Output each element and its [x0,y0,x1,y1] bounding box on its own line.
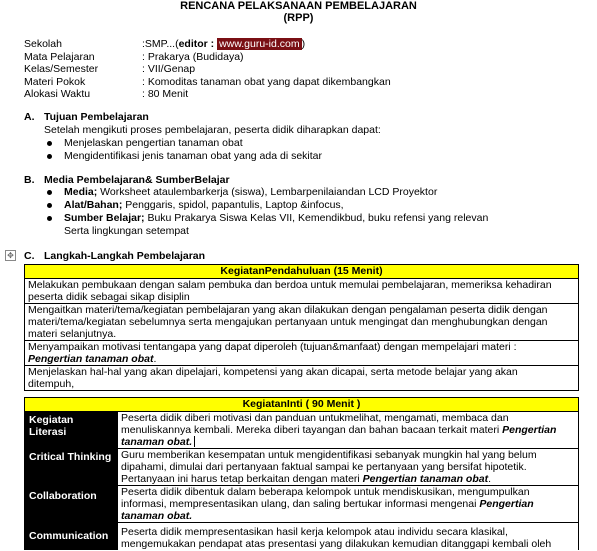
list-item [46,199,488,212]
editor-label: editor : [178,38,218,50]
emphasis-text: Pengertian tanaman obat [362,473,489,485]
section-title: Media Pembelajaran& SumberBelajar [44,174,230,186]
row-text: . [488,473,492,485]
row-text: materi selanjutnya. [28,328,117,340]
table-row [24,486,579,523]
row-text: ditempuh, [28,378,75,390]
label-text: Critical Thinking [29,451,112,463]
list-item: Menjelaskan pengertian tanaman obat [46,137,322,150]
emphasis-text: Pengertian [502,424,557,436]
item-text: Penggaris, spidol, papantulis, Laptop &infocus, [122,199,344,211]
item-label: Alat/Bahan; [64,199,123,211]
doc-subtitle: (RPP) [283,12,314,24]
doc-title: RENCANA PELAKSANAAN PEMBELAJARAN [180,0,417,12]
label-text: Literasi [29,426,67,438]
row-text: Peserta didik dibentuk dalam beberapa kelompok untuk mendiskusikan, mengumpulkan [121,486,530,498]
row-text [28,353,575,365]
item-text: Worksheet ataulembarkerja (siswa), Lembarpenilaiandan LCD Proyektor [97,186,438,198]
row-text: Pertanyaan ini harus tetap berkaitan dengan materi [121,473,363,485]
move-table-icon[interactable]: ✥ [5,250,16,261]
table-row [24,304,579,341]
row-text [121,510,575,522]
info-label: Sekolah [24,38,62,50]
section-number: B. [24,174,35,186]
school-prefix: :SMP...( [142,38,179,50]
row-text: Peserta didik diberi motivasi dan panduan untukmelihat, mengamati, membaca dan [121,412,509,424]
row-text: Menyampaikan motivasi tentangapa yang dapat diperoleh (tujuan&manfaat) dengan mempelajari materi : [28,341,517,353]
row-text [121,424,575,436]
emphasis-text: tanaman obat. [121,510,193,522]
row-text: materi/tema/kegiatan sebelumnya serta mengajukan pertanyaan untuk mengingat dan menghubungkan dengan [28,316,548,328]
info-value: : VII/Genap [142,63,196,75]
item-label: Media; [64,186,98,198]
row-text: dipahami, dimulai dari pertanyaan faktual sampai ke pertanyaan yang bersifat hipotetik. [121,461,527,473]
table-row [24,279,579,304]
info-label: Mata Pelajaran [24,50,95,63]
emphasis-text: Pengertian tanaman obat [28,353,154,365]
info-value: : 80 Menit [142,88,189,100]
label-text: Communication [29,530,109,542]
school-suffix: ) [301,38,306,50]
list-item [46,186,488,199]
row-content [118,412,578,449]
row-text [121,436,575,448]
section-b-heading [24,174,230,186]
section-c-heading [24,250,205,262]
row-text: Mengaitkan materi/tema/kegiatan pembelajaran yang akan dilakukan dengan pengalaman peserta didik dengan [28,304,548,316]
item-text: Buku Prakarya Siswa Kelas VII, Kemendikbud, buku refensi yang relevan [144,212,489,224]
row-content [118,449,578,486]
info-label: Alokasi Waktu [24,88,91,100]
table-row [24,449,579,486]
row-text: Menjelaskan hal-hal yang akan dipelajari, kompetensi yang akan dicapai, serta metode belajar yang akan [28,366,518,378]
section-b-bullets [46,186,488,225]
section-a-intro: Setelah mengikuti proses pembelajaran, peserta didik diharapkan dapat: [44,124,381,136]
row-label [25,486,118,523]
section-title: Langkah-Langkah Pembelajaran [44,250,206,262]
row-text: informasi, mempresentasikan ulang, dan saling bertukar informasi mengenai [121,498,480,510]
info-value: : Komoditas tanaman obat yang dapat dikembangkan [142,75,391,88]
editor-url-link[interactable]: www.guru-id.com [219,38,300,50]
list-item [46,212,488,225]
table-row [24,523,579,550]
row-text [121,498,575,510]
section-title: Tujuan Pembelajaran [44,111,149,123]
label-text: Collaboration [29,490,97,502]
row-text: peserta didik sebagai sikap disiplin [28,291,190,303]
core-header: KegiatanInti ( 90 Menit ) [24,397,579,412]
row-text: menuliskannya kembali. Mereka diberi tayangan dan bahan bacaan terkait materi [121,424,503,436]
row-label [25,449,118,486]
item-label: Sumber Belajar; [64,212,145,224]
table-row [24,412,579,449]
table-row [24,341,579,366]
section-a-bullets [46,137,322,163]
text-cursor [194,436,195,447]
row-text: mengemukakan pendapat atas presentasi yang dilakukan kemudian ditanggapi kembali oleh [121,538,552,550]
row-content [118,523,578,550]
info-label: Materi Pokok [24,75,86,88]
row-text: Peserta didik mempresentasikan hasil kerja kelompok atau individu secara klasikal, [121,526,508,538]
row-label [25,412,118,449]
list-item: Mengidentifikasi jenis tanaman obat yang ada di sekitar [46,150,322,163]
section-number: A. [24,111,35,123]
table-row [24,366,579,391]
section-number: C. [24,250,35,262]
row-text: Melakukan pembukaan dengan salam pembuka dan berdoa untuk memulai pembelajaran, memeriksa kehadiran [28,279,552,291]
emphasis-text: Pengertian [479,498,534,510]
label-text: Kegiatan [29,414,74,426]
row-text: . [153,353,157,365]
row-content [118,486,578,523]
row-text: Guru memberikan kesempatan untuk mengidentifikasi sebanyak mungkin hal yang belum [121,449,537,461]
row-label [25,523,118,550]
row-text [121,473,575,485]
intro-header: KegiatanPendahuluan (15 Menit) [24,264,579,279]
steps-table [24,264,579,550]
section-a-heading [24,111,149,123]
info-value: : Prakarya (Budidaya) [142,50,244,63]
info-label: Kelas/Semester [24,63,99,75]
section-b-continuation: Serta lingkungan setempat [64,225,189,237]
emphasis-text: tanaman obat. [121,436,193,448]
info-value [142,38,305,51]
